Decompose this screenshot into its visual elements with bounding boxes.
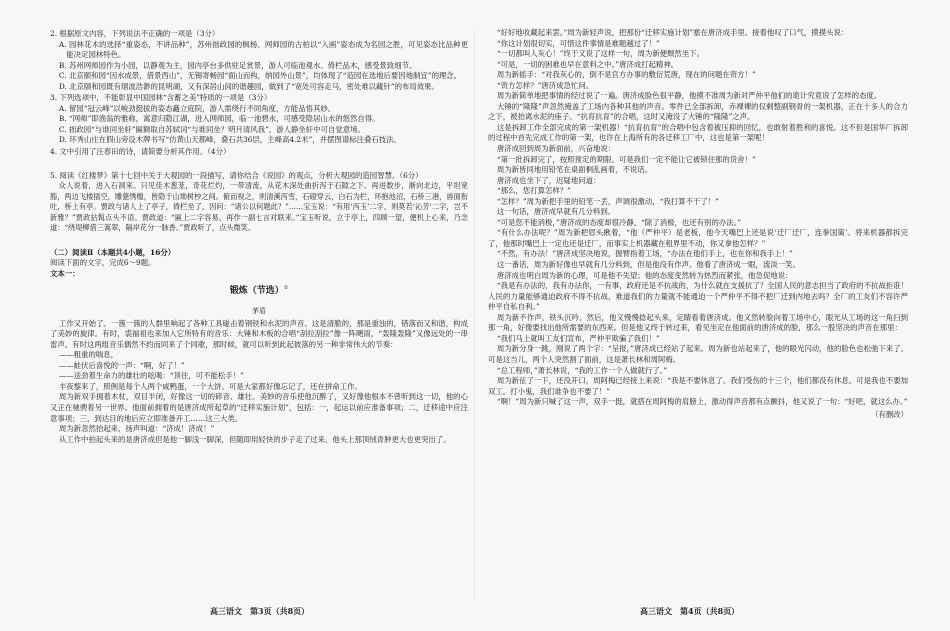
article-paragraph: ——粗重的喘息， [58,350,119,360]
article-paragraph: 周为新忽然抬起来，扬声叫道：“济成！济成！” [58,424,215,434]
text-one-label: 文本一： [50,268,80,278]
footer-page-3: 高三语文 第3页（共8页） [210,606,310,616]
question-2-option-b: B. 苏州网师园作为小园，以静观为主，园内亭台多供驻足赏景，游人可临池观水、倚栏品木，感受景致细节。 [58,60,417,70]
article-paragraph: 周为新分身一跳，刚说了两个字：“呈报，”唐济成已经站了起来。周为新也站起来了，他的眼光闪动，他的脸色也松弛下来了。可是这当儿，两个人突然割了面前，这是萧长林和周阿梅。 [488,344,908,364]
article-paragraph: 唐济成也坐下了，迟疑地问道： [496,175,601,185]
question-3-option-c: C. 拙政园“与谁同坐轩”匾额取自苏轼词“与谁同坐？明月清风我”，游人静坐轩中可自觉意境。 [58,124,365,134]
question-3-option-a: A. 留园“冠云峰”以峻劲挺拔的姿态矗立庭院，游人需绕行不同角度，方能品悟其妙。 [58,103,336,113]
abridged-note: （有删改） [871,409,908,419]
article-paragraph: 从工作中拍起头来的是唐济成但是他一脚浅一脚深，但随即用轻快的步子走了过来，他头上那顶绒青肿更大也更突出了。 [58,434,451,444]
article-paragraph: 大锤的“隆隆”声忽然掩盖了工场内各种其他的声音。零件已全部拆卸，赤裸裸的仅剩整副钢骨的一架机器，正在十多人的合力之下，被抬离水泥的座子。“抗育抗育”的合唱，这时又淹没了大锤的“隆隆”之声。 [488,101,908,122]
article-paragraph: “不然，有办法！”唐济成坚决地说，握臂指着工场，“办法在他们手上，也在你和我手上！” [496,249,793,259]
question-4: 4. 文中引用了汪春田的诗，请简要分析其作用。（4分） [50,147,231,157]
article-paragraph: “有什么办法呢？”周为新把眉头揪着，“他（严仲平）是老板，他今天嘴巴上还是说‘迁厂迁厂，连拳国策’。将来机器都拆完了，他那时嘴巴上一定也还是迁厂，而事实上机器藏在租界里不动，你又拿他怎样？” [488,228,908,248]
article-paragraph: “可是您不能消极，”唐济成的态度却很冷静，“除了消极，也还有别的办法。” [496,217,742,227]
question-5-excerpt: 众人说着，进入石洞来。只见佳木葱茏，奇花烂灼，一带清流，从花木深处曲折泻于石隙之下。再进数步，渐向北边，平坦宽豁，两边飞楼插空，雕甍绣槛，皆隐于山坳树杪之间。俯而视之，则清溪泻雪，石磴穿云，白石为栏，环抱池沼，石桥三港，兽面衔吐，桥上有亭。贾政与诸人上了亭子，倚栏坐了，因问：“诸公以何题此？”……宝玉说：“有用‘泻玉’二字，则莫若‘沁芳’二字，岂不新雅？”贾政拈髯点头不语。贾政道：“匾上二字容易。再作一副七言对联来。”宝玉听说，立于亭上，四顾一望，便机上心来，乃念道：“绕堤柳借三篙翠，隔岸花分一脉香。”贾政听了，点头微笑。 [50,181,468,233]
article-paragraph: 周为新皆同地用铅笔在桌面桐乱画着，不说话。 [496,165,653,175]
section-heading: （二）阅读Ⅱ（本题共4小题，16分） [50,247,176,257]
question-2-stem: 2. 根据原文内容，下列说法不正确的一项是（3分） [50,29,220,38]
article-paragraph: 周为新双手拥着木杖，双目半闭，好像这一切的碎音、雄壮、美妙的音乐使他沉醉了，又好像他根本不曾听到这一切，他的心又正在驰骋着另一世界。他面前拥着的是唐济成所起草的“迁移实施计划”，包括：一，起运以前应准备事项；二，迁移途中应注意事项；三，到达目的地后应立即准备开工……这三大类。 [50,392,468,423]
question-2-option-d: D. 北京颐和园既有烟波浩渺的昆明湖，又有深居山间的谐趣园，做到了“宽处可容走马，密处难以藏针”的布局效果。 [58,81,439,91]
article-paragraph: “你这计划很切实，可惜这件事情是难题越过了！” [496,38,660,48]
article-paragraph: “啊！”周为新只喊了这一声，双手一挺，就搭在周阿梅的肩膀上，激动得声音都有点颤抖，他又说了一句：“好吧，就这么办。” [496,397,908,407]
article-paragraph: 周为新简单地把事情的经过说了一遍。唐济成脸色很平静，他摸不准周为新对严仲平他们的诡计究竟说了怎样的态度。 [496,91,882,101]
article-paragraph: “资方怎样？”唐济成急忙问。 [496,80,594,90]
article-paragraph: “怎样？”周为新把手里的铅笔一丢，声调很激动，“我打算不干了！” [496,196,719,206]
article-paragraph: 这是拆卸工作全部完成的第一架机器！“抗育抗育”的合唱中包含着被压抑的回忆，也敢射着胜利的喜悦。这不但是国华厂拆卸的过程中首先完成工作的第一架，也许在上海所有的各迁移工厂中，这也是第一架呢！ [488,122,908,143]
article-paragraph: 工作又开始了。一簇一簇的人群里响起了各种工具碰击着钢铁和水泥的声音。这是清脆的，那是重浊的，错落而又和谐，构成了美妙的旋律。有时，裘福祖也来加入它所特有的音乐：大锤和木板的合唱“刮拉刮拉”像一阵飓雨，“轰隆轰隆”又像远处的一串雷声。有时这两组音乐偶然不约而同来了个同歌，那时候，就可以听到此起彼落的另一种非常伟大的节奏： [50,318,468,349]
article-paragraph: 这一番话，周为新好像也早就有几分料到，但是他没有作声。他看了唐济成一眼，流淡一笑。 [496,260,800,270]
right-column [488,28,908,420]
article-paragraph: “好好地收藏起来罢。”周为新轻声说，把那份“迁移实施计划”塞在唐济成手里。接着他叹了口气，摸摸头说： [496,28,849,37]
article-paragraph: “我是有办法的，我有办法你，一有事，政府还是不抗战的，为什么就在支援抗了？全国人民的意志担当了政府的不抗战拒诳！人民的力量能够通迫政府不得不抗战，难道我们的力量就不能通迫一个严仲平不得不把厂迁到内地去吗？全厂的工友们不容许严仲平自私自利。” [488,281,908,312]
article-paragraph: 周为新摇手：“对我灰心的，倒不是官方办事的敷衍荒唐，现在的问题在资方！” [496,70,756,80]
article-title: 锻炼（节选）① [229,285,289,297]
article-paragraph: ——蛙伏后喜悦的一声：“啊，好了！” [58,360,185,370]
question-3-option-d: D. 环秀山庄在假山旁设木牌书写“仿黄山天都峰，叠石共36层，主峰高4.2米”，并摆图谱标注叠石技法。 [58,135,401,145]
article-paragraph: “我们马上就叫工友们宣布，严仲平欺骗了我们！” [496,333,660,343]
article-paragraph: 唐济成回到周为新面前，兴奋地说： [496,144,616,154]
article-paragraph: “可是，一切的困难也早在意料之中。”唐济成打起精神。 [496,59,679,69]
question-5-stem: 5. 阅读《红楼梦》第十七回中关于大观园的一段描写，请你结合《说园》的观点，分析大观园的造园智慧。（6分） [50,170,423,180]
article-paragraph: “一切都叫人灰心！”终于又说了这样一句，周为新便颓然坐下。 [496,49,704,59]
footer-page-4: 高三语文 第4页（共8页） [640,606,740,616]
column-divider [474,30,475,600]
article-paragraph: “总工程师，”萧长林说，“我的工作一个人做就行了。” [496,365,668,375]
article-paragraph: 这一句话，唐济成早就有几分料到。 [496,207,616,217]
question-2-option-c: C. 北京颐和园“因水成景，借景西山”，无锡寄畅园“面山而构，纳园外山景”，均体现了“造园在选地后要因地制宜”的理念。 [58,71,462,81]
article-paragraph: 丰夜黎来了，照例是每个人两个咸鸭蛋，一个大饼。可是大家都好像忘记了，还在拼命工作。 [58,381,362,391]
question-2-option-a: A. 园林花木的选择“重姿态，不讲品种”，苏州拙政园的枫杨、网师园的古柏以“入画”姿态成为名园之胜，可见姿态比品种更能决定园林特色。 [58,39,468,60]
article-author: 茅盾 [252,307,266,316]
article-paragraph: 周为新征了一下，还没开口，周阿梅已经接上来说：“我是不要休息了。我们受伤的十三个，他们都没有休息。可是我也不要加双工。打小鬼，我们谁争也不要了！” [488,376,908,396]
reading-instruction: 阅读下面的文字，完成6～9题。 [50,258,156,268]
question-3-option-b: B. “网师”即渔翁的雅称，寓意归隐江湖，进入网师园，临一池碧水，可感受隐居山水的悠然自得。 [58,114,380,124]
left-column [50,28,468,445]
article-paragraph: “第一批拆卸完了，按照预定的期限。可是我们一定不能让它被锁住那的货舍！” [496,154,756,164]
article-paragraph: 周为新不作声，铁头沉吟。然后，他又慢慢捻起头来，定睛看着唐济成。他又然转脸向着工场中心，眼光从工场的这一角扫到那一角，好像要找出他所需要的东西来。但是他又终于转过来，看见坐定在他面前的唐济成的脸，那么一股坚决的声音在那里： [488,312,908,333]
article-paragraph: “那么，您打算怎样？” [496,186,571,196]
question-3-stem: 3. 下列选项中，不能彰显中国园林“含蓄之美”特质的一项是（3分） [50,93,272,103]
article-paragraph: ——送劲着生命力的雄壮的吆喝：“顶住，可不能松手！” [58,371,244,381]
article-paragraph: 唐济成也明白周为新的心理，可是他不失望；他的态度变然转为热烈而紧张，他急促地说： [496,270,793,280]
